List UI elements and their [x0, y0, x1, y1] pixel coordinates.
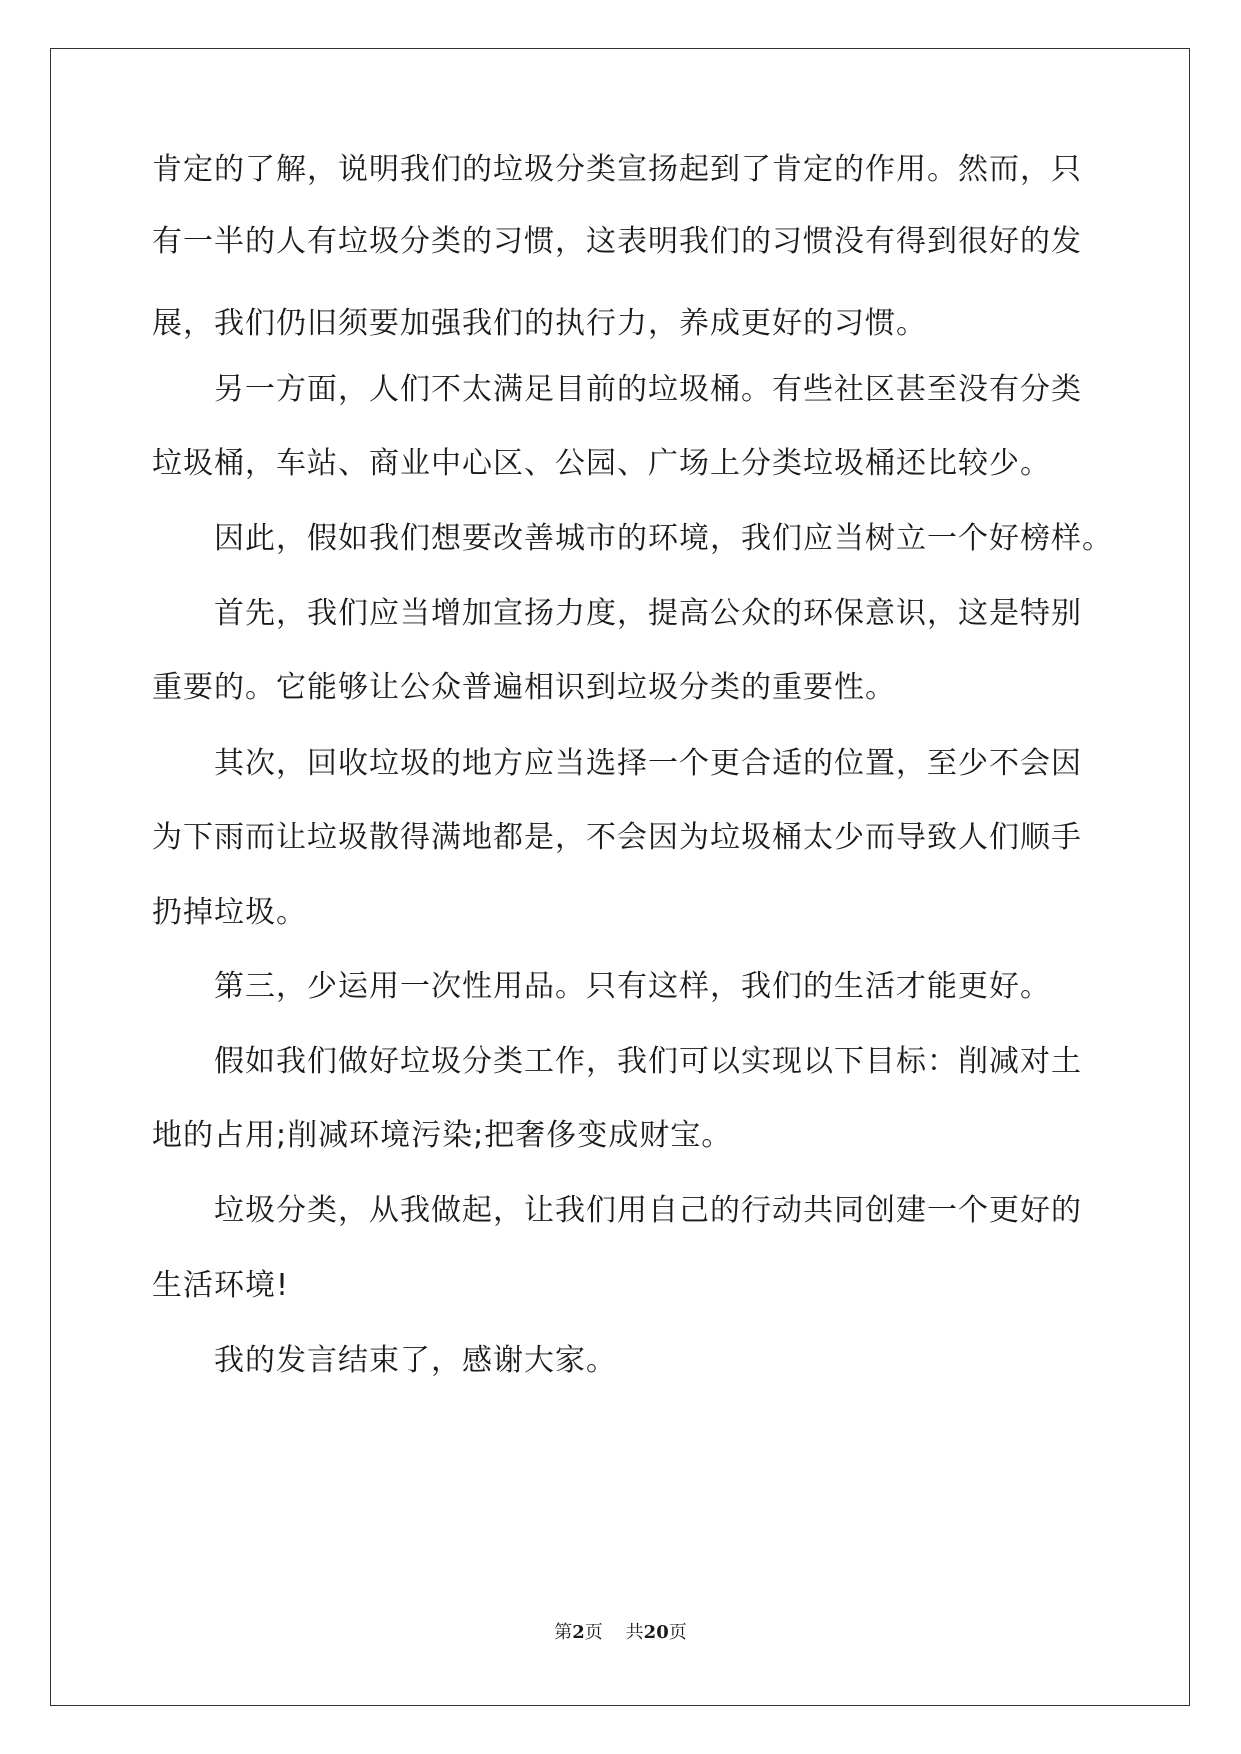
- text-line: 扔掉垃圾。: [152, 895, 307, 930]
- total-page-number: 20: [643, 1622, 669, 1643]
- page-border: [50, 48, 1190, 1706]
- paragraph-first-line: 其次，回收垃圾的地方应当选择一个更合适的位置，至少不会因: [214, 746, 1082, 781]
- text-line: 重要的。它能够让公众普遍相识到垃圾分类的重要性。: [152, 670, 896, 705]
- page-label-prefix: 第: [554, 1622, 573, 1643]
- current-page-number: 2: [572, 1622, 585, 1643]
- paragraph-first-line: 首先，我们应当增加宣扬力度，提高公众的环保意识，这是特别: [214, 596, 1082, 631]
- text-line: 为下雨而让垃圾散得满地都是，不会因为垃圾桶太少而导致人们顺手: [152, 820, 1082, 855]
- paragraph-first-line: 我的发言结束了，感谢大家。: [214, 1343, 617, 1378]
- paragraph-first-line: 因此，假如我们想要改善城市的环境，我们应当树立一个好榜样。: [214, 521, 1113, 556]
- total-label-prefix: 共: [625, 1622, 644, 1643]
- paragraph-first-line: 垃圾分类，从我做起，让我们用自己的行动共同创建一个更好的: [214, 1193, 1082, 1228]
- page-label-suffix: 页: [584, 1622, 603, 1643]
- text-line: 生活环境!: [152, 1268, 290, 1303]
- paragraph-first-line: 另一方面，人们不太满足目前的垃圾桶。有些社区甚至没有分类: [214, 372, 1082, 407]
- text-line: 垃圾桶，车站、商业中心区、公园、广场上分类垃圾桶还比较少。: [152, 446, 1051, 481]
- total-label-suffix: 页: [668, 1622, 687, 1643]
- text-line: 展，我们仍旧须要加强我们的执行力，养成更好的习惯。: [152, 306, 927, 341]
- text-line: 肯定的了解，说明我们的垃圾分类宣扬起到了肯定的作用。然而，只: [152, 152, 1082, 187]
- paragraph-first-line: 第三，少运用一次性用品。只有这样，我们的生活才能更好。: [214, 969, 1051, 1004]
- text-line: 地的占用;削减环境污染;把奢侈变成财宝。: [152, 1118, 733, 1153]
- page-footer: [0, 1621, 1241, 1645]
- text-line: 有一半的人有垃圾分类的习惯，这表明我们的习惯没有得到很好的发: [152, 224, 1082, 259]
- paragraph-first-line: 假如我们做好垃圾分类工作，我们可以实现以下目标：削减对土: [214, 1044, 1082, 1079]
